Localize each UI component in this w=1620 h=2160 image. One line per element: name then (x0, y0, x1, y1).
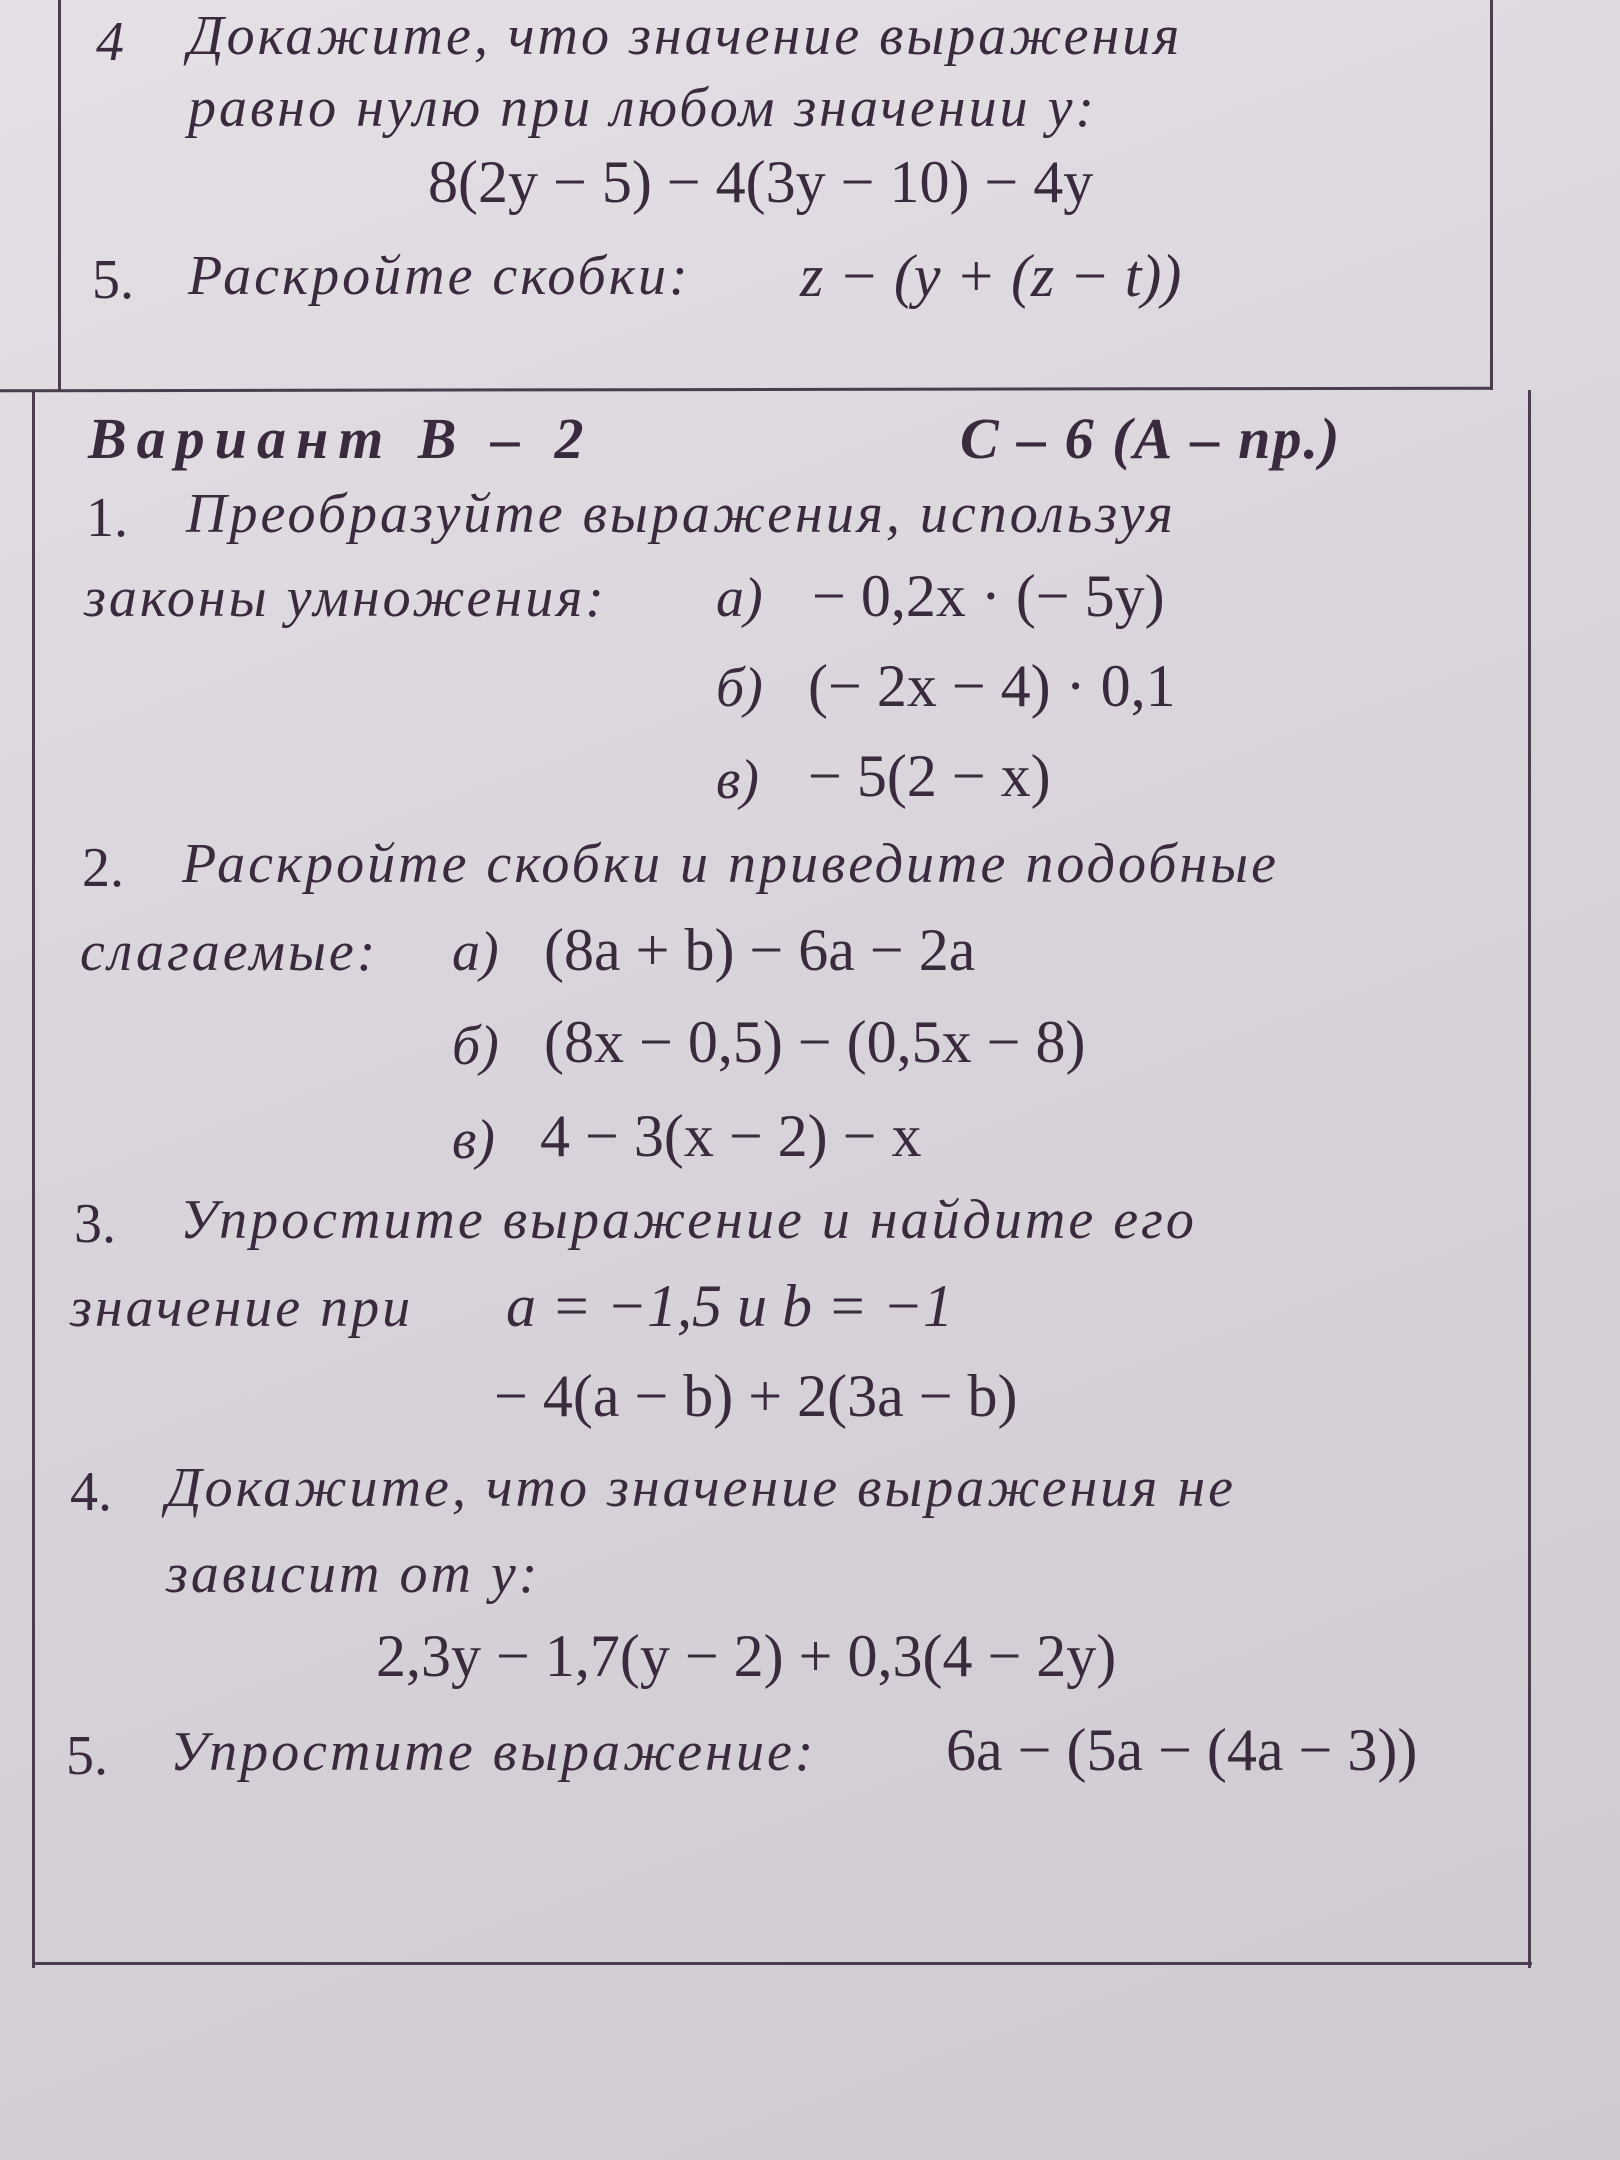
task3-expression: − 4(a − b) + 2(3a − b) (494, 1363, 1018, 1429)
task1-item-a-expression: − 0,2x · (− 5y) (812, 563, 1165, 629)
task5-number: 5. (66, 1725, 108, 1787)
task1-text-line2: законы умножения: (84, 567, 607, 629)
table-left-border-bottom (32, 390, 35, 1968)
task1-item-a-label: а) (716, 567, 763, 629)
task2-item-b-expression: (8x − 0,5) − (0,5x − 8) (544, 1009, 1086, 1075)
prev-task4-text-line1: Докажите, что значение выражения (188, 5, 1183, 67)
task1-item-v-expression: − 5(2 − x) (808, 743, 1051, 809)
variant-code: С – 6 (А – пр.) (960, 406, 1342, 471)
prev-task5-number: 5. (92, 249, 134, 311)
table-bottom-border (32, 1962, 1532, 1965)
task1-item-b-label: б) (716, 657, 763, 719)
task1-item-v-label: в) (716, 749, 759, 811)
task2-number: 2. (82, 837, 124, 899)
variant-title: Вариант В – 2 (88, 406, 594, 471)
task4-text-line1: Докажите, что значение выражения не (166, 1457, 1236, 1519)
prev-task4-text-line2: равно нулю при любом значении y: (188, 77, 1098, 139)
table-left-border-top (58, 0, 61, 390)
task5-expression: 6a − (5a − (4a − 3)) (946, 1717, 1418, 1783)
table-right-border-top (1490, 0, 1493, 390)
task3-number: 3. (74, 1193, 116, 1255)
task4-text-line2: зависит от y: (166, 1543, 541, 1605)
table-right-border-bottom (1528, 390, 1531, 1968)
task5-text: Упростите выражение: (170, 1721, 817, 1783)
task4-expression: 2,3y − 1,7(y − 2) + 0,3(4 − 2y) (376, 1623, 1117, 1689)
task2-text-line2: слагаемые: (80, 921, 379, 983)
task1-item-b-expression: (− 2x − 4) · 0,1 (808, 653, 1176, 719)
task2-item-a-expression: (8a + b) − 6a − 2a (544, 917, 976, 983)
task2-item-b-label: б) (452, 1015, 499, 1077)
task1-text-line1: Преобразуйте выражения, используя (186, 483, 1176, 545)
task1-number: 1. (86, 487, 128, 549)
task3-text-line2: значение при (70, 1277, 414, 1339)
task4-number: 4. (70, 1461, 112, 1523)
prev-task4-number: 4 (96, 11, 124, 73)
task2-item-v-label: в) (452, 1109, 495, 1171)
task2-item-v-expression: 4 − 3(x − 2) − x (540, 1103, 922, 1169)
task2-item-a-label: а) (452, 921, 499, 983)
task3-condition: a = −1,5 и b = −1 (506, 1273, 953, 1339)
prev-task5-expression: z − (y + (z − t)) (800, 243, 1182, 309)
task3-text-line1: Упростите выражение и найдите его (180, 1189, 1197, 1251)
prev-task4-expression: 8(2y − 5) − 4(3y − 10) − 4y (428, 149, 1094, 215)
task2-text-line1: Раскройте скобки и приведите подобные (182, 833, 1279, 895)
prev-task5-text: Раскройте скобки: (188, 245, 691, 307)
